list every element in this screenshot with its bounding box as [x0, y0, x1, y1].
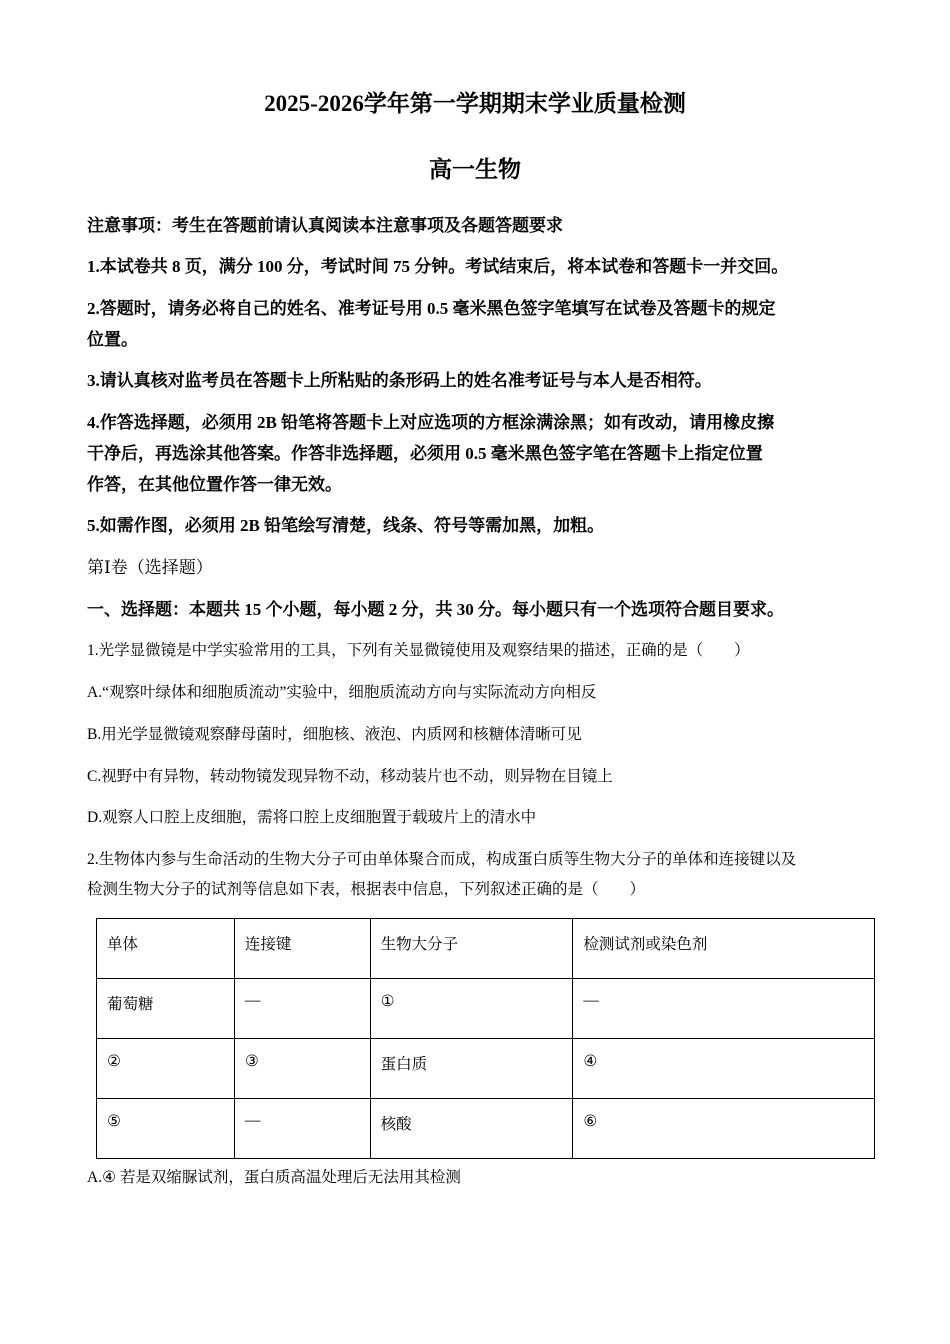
table-cell: ⑥ [573, 1099, 875, 1159]
note-4-line-3: 作答，在其他位置作答一律无效。 [87, 475, 342, 494]
note-2-line-1: 2.答题时，请务必将自己的姓名、准考证号用 0.5 毫米黑色签字笔填写在试卷及答题卡的规定 [87, 299, 776, 318]
question-2-stem-line-2: 检测生物大分子的试剂等信息如下表，根据表中信息，下列叙述正确的是（ ） [87, 881, 646, 898]
note-4-line-1: 4.作答选择题，必须用 2B 铅笔将答题卡上对应选项的方框涂满涂黑；如有改动，请用橡皮擦 [87, 413, 775, 432]
notes-heading: 注意事项：考生在答题前请认真阅读本注意事项及各题答题要求 [87, 216, 563, 235]
table-header-cell: 单体 [97, 919, 235, 979]
note-1: 1.本试卷共 8 页，满分 100 分，考试时间 75 分钟。考试结束后，将本试卷和答题卡一并交回。 [87, 257, 789, 276]
note-3: 3.请认真核对监考员在答题卡上所粘贴的条形码上的姓名准考证号与本人是否相符。 [87, 371, 712, 390]
question-1-stem: 1.光学显微镜是中学实验常用的工具，下列有关显微镜使用及观察结果的描述，正确的是（ ） [87, 642, 750, 659]
table-row [97, 979, 875, 1039]
biomolecule-table [96, 918, 875, 1159]
table-cell: — [573, 979, 875, 1039]
table-row [97, 1099, 875, 1159]
table-cell: 蛋白质 [370, 1039, 573, 1099]
table-cell: ④ [573, 1039, 875, 1099]
table-row [97, 1039, 875, 1099]
table-header-cell: 检测试剂或染色剂 [573, 919, 875, 979]
table-cell: 葡萄糖 [97, 979, 235, 1039]
section-instructions: 一、选择题：本题共 15 个小题，每小题 2 分，共 30 分。每小题只有一个选项符合题目要求。 [87, 600, 784, 619]
note-2-line-2: 位置。 [87, 330, 138, 349]
question-1-option-d: D.观察人口腔上皮细胞，需将口腔上皮细胞置于载玻片上的清水中 [87, 809, 537, 826]
table-cell: ③ [234, 1039, 370, 1099]
note-4-line-2: 干净后，再选涂其他答案。作答非选择题，必须用 0.5 毫米黑色签字笔在答题卡上指定位置 [87, 444, 763, 463]
question-2-stem-line-1: 2.生物体内参与生命活动的生物大分子可由单体聚合而成，构成蛋白质等生物大分子的单体和连接键以及 [87, 851, 797, 868]
question-1-option-a: A.“观察叶绿体和细胞质流动”实验中，细胞质流动方向与实际流动方向相反 [87, 684, 597, 701]
table-cell: — [234, 979, 370, 1039]
table-header-cell: 连接键 [234, 919, 370, 979]
question-2-option-a: A.④ 若是双缩脲试剂，蛋白质高温处理后无法用其检测 [87, 1169, 461, 1186]
table-cell: 核酸 [370, 1099, 573, 1159]
table-cell: ② [97, 1039, 235, 1099]
table-header-cell: 生物大分子 [370, 919, 573, 979]
note-5: 5.如需作图，必须用 2B 铅笔绘写清楚，线条、符号等需加黑，加粗。 [87, 516, 605, 535]
volume-heading: 第Ⅰ卷（选择题） [87, 558, 213, 577]
table-cell: — [234, 1099, 370, 1159]
question-1-option-b: B.用光学显微镜观察酵母菌时，细胞核、液泡、内质网和核糖体清晰可见 [87, 726, 582, 743]
question-1-option-c: C.视野中有异物，转动物镜发现异物不动，移动装片也不动，则异物在目镜上 [87, 768, 613, 785]
table-header-row [97, 919, 875, 979]
exam-title: 2025-2026学年第一学期期末学业质量检测 [264, 91, 686, 116]
table-cell: ① [370, 979, 573, 1039]
table-cell: ⑤ [97, 1099, 235, 1159]
subject-title: 高一生物 [429, 157, 521, 182]
